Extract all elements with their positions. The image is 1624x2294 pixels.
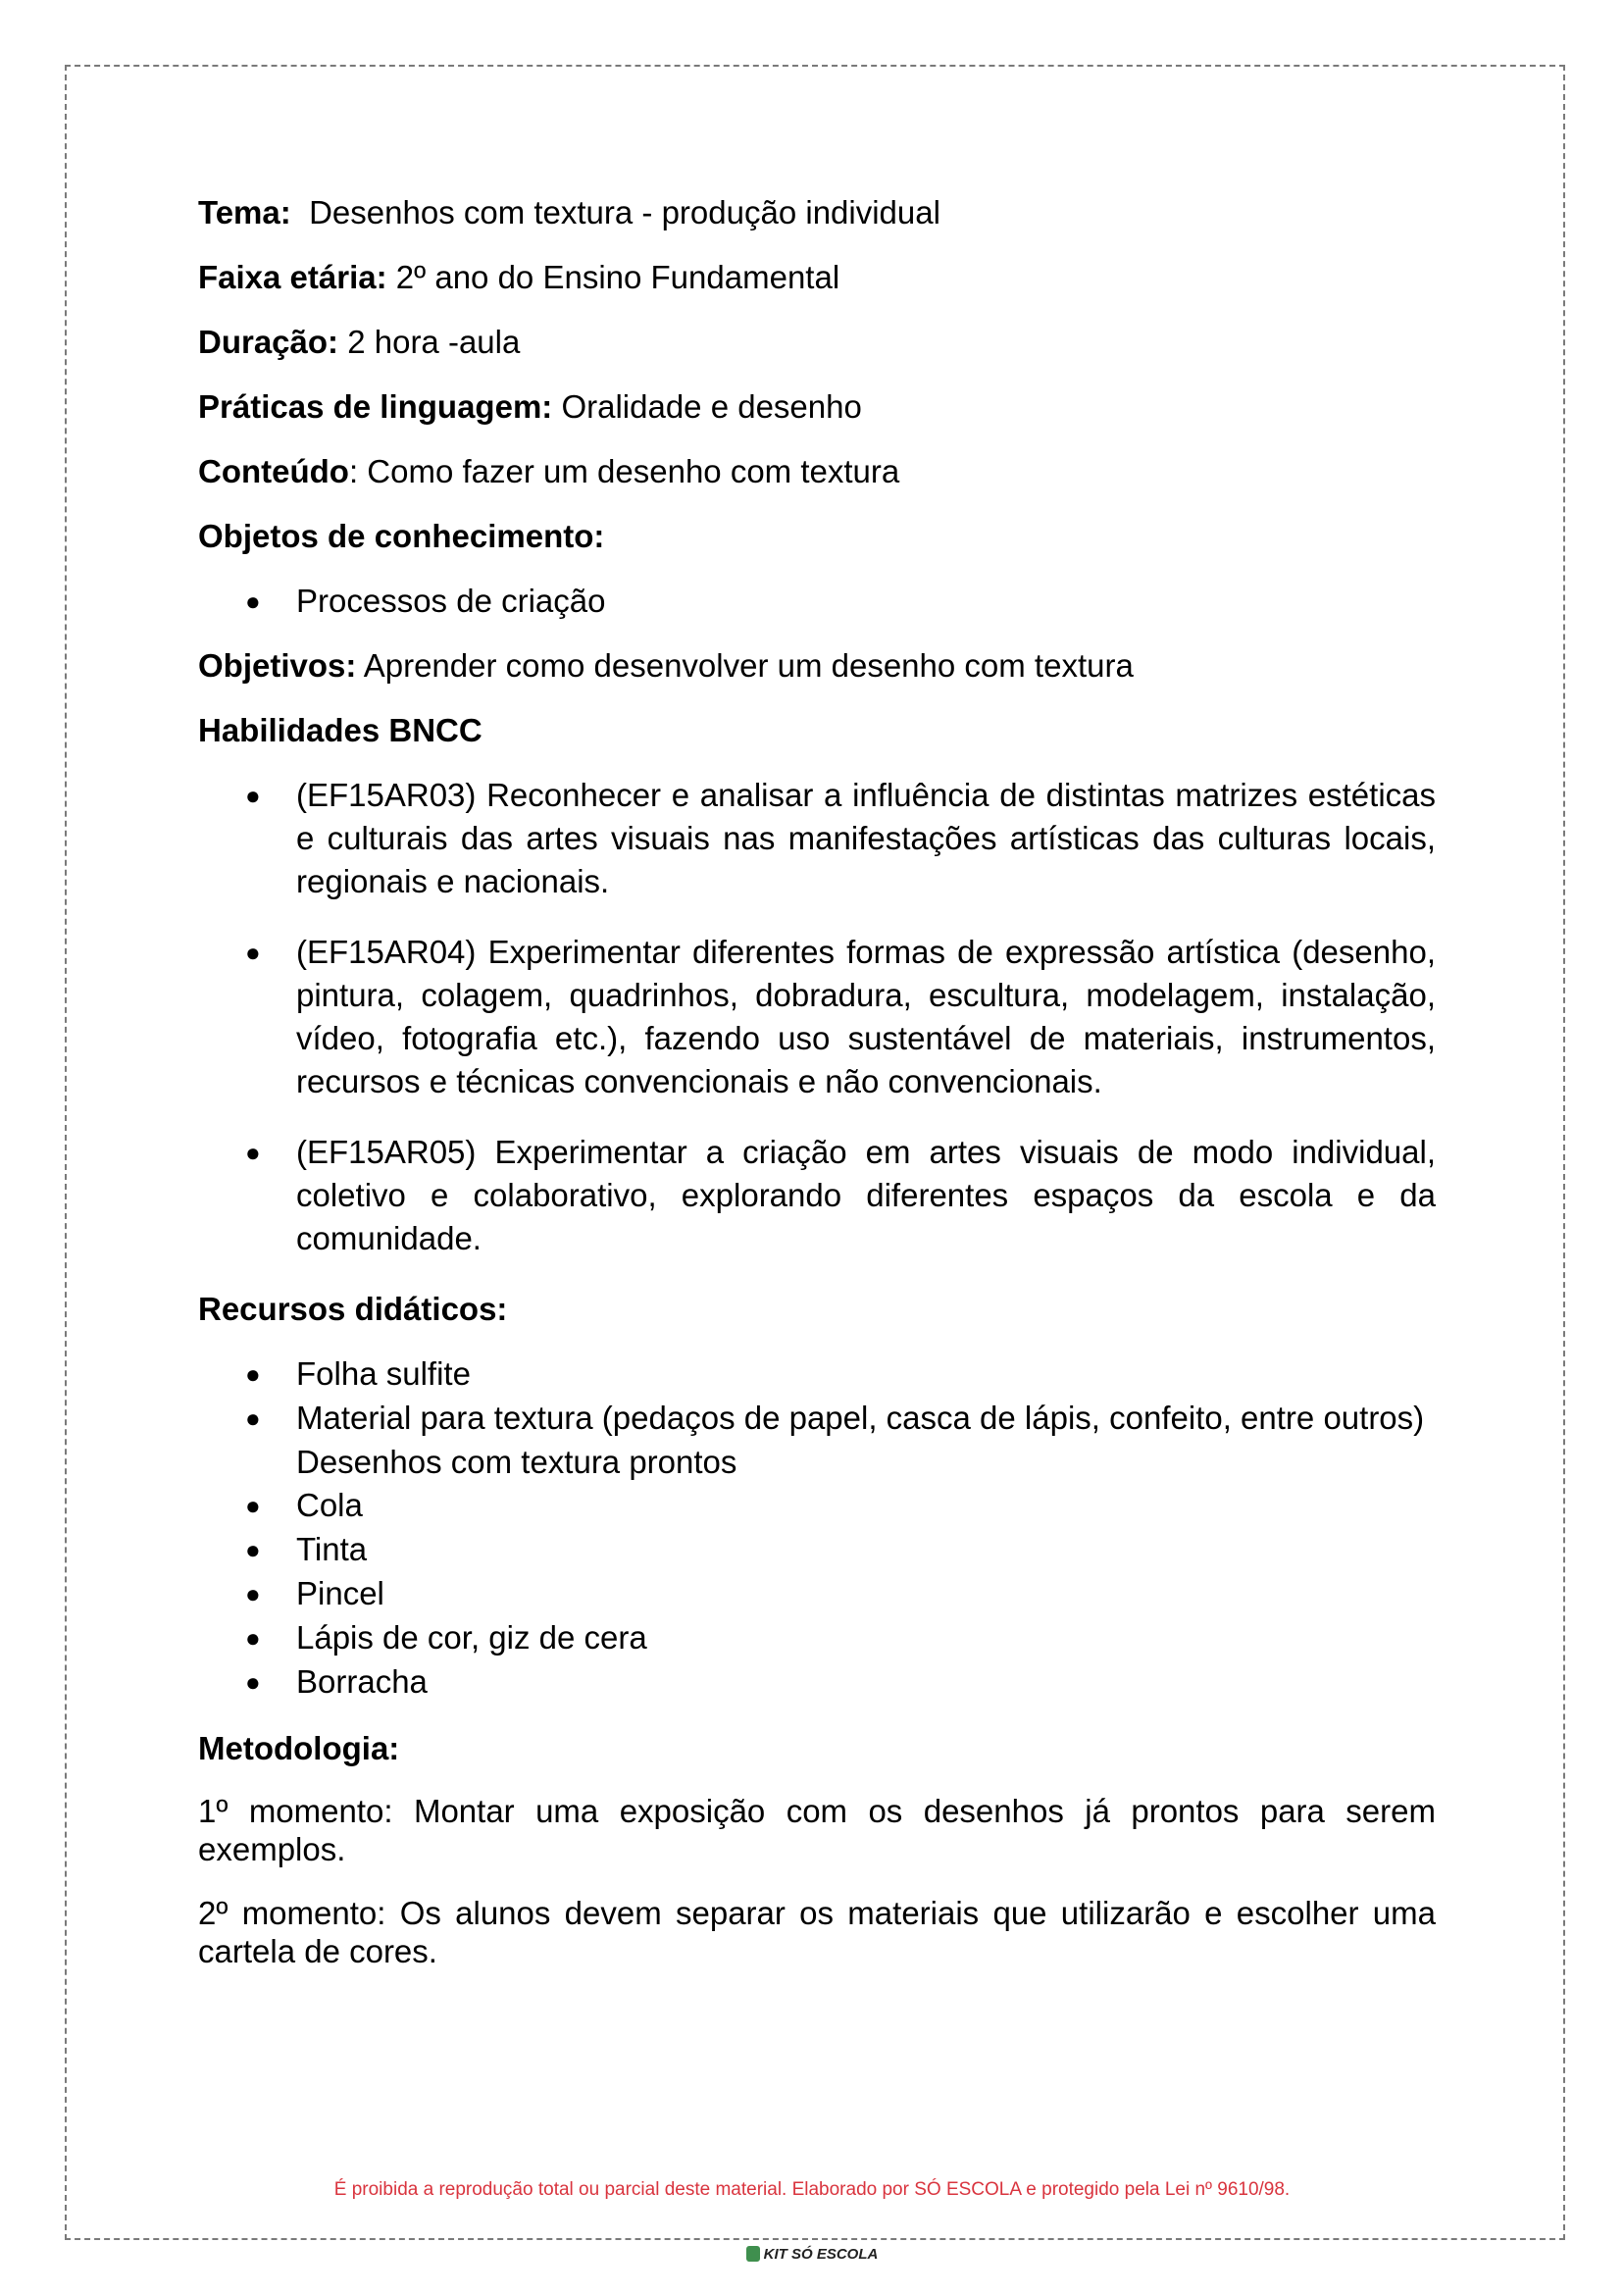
metodologia-heading: Metodologia: bbox=[198, 1730, 400, 1766]
recursos-heading: Recursos didáticos: bbox=[198, 1291, 508, 1327]
habilidades-heading: Habilidades BNCC bbox=[198, 712, 482, 748]
habilidades-list bbox=[198, 774, 1436, 1260]
list-item: ● (EF15AR04) Experimentar diferentes formas de expressão artística (desenho, pintura, colagem, quadrinhos, dobradura, escultura, modelagem, instalação, vídeo, fotografia etc.), fazendo uso sustentável de materiais, instrumentos, recursos e técnicas convencionais e não convencionais. bbox=[198, 931, 1436, 1103]
brand-logo bbox=[0, 2246, 1624, 2263]
list-item: ● Folha sulfite bbox=[198, 1352, 1436, 1396]
bullet-icon: ● bbox=[245, 1403, 261, 1433]
bullet-icon: ● bbox=[245, 781, 261, 810]
brand-name: KIT SÓ ESCOLA bbox=[763, 2246, 879, 2263]
bullet-icon: ● bbox=[245, 1579, 261, 1608]
objetos-list bbox=[198, 580, 1436, 623]
bullet-icon: ● bbox=[245, 1535, 261, 1564]
recursos-list bbox=[198, 1352, 1436, 1704]
faixa-etaria-value: 2º ano do Ensino Fundamental bbox=[395, 259, 840, 295]
list-item: ● Borracha bbox=[198, 1660, 1436, 1704]
tema-label: Tema: bbox=[198, 194, 291, 230]
bullet-icon: ● bbox=[245, 1138, 261, 1167]
conteudo-field bbox=[198, 450, 1436, 493]
list-item: ● Tinta bbox=[198, 1528, 1436, 1571]
list-item: ● (EF15AR05) Experimentar a criação em artes visuais de modo individual, coletivo e colaborativo, explorando diferentes espaços da escola e da comunidade. bbox=[198, 1131, 1436, 1260]
momento-1: 1º momento: Montar uma exposição com os desenhos já prontos para serem exemplos. bbox=[198, 1793, 1436, 1867]
list-item: ● Cola bbox=[198, 1484, 1436, 1527]
list-item: ● Lápis de cor, giz de cera bbox=[198, 1616, 1436, 1659]
bullet-icon: ● bbox=[245, 938, 261, 967]
bullet-icon: ● bbox=[245, 1359, 261, 1389]
copyright-notice: É proibida a reprodução total ou parcial deste material. Elaborado por SÓ ESCOLA e protegido pela Lei nº 9610/98. bbox=[333, 2179, 1291, 2200]
tema-value: Desenhos com textura - produção individual bbox=[309, 194, 940, 230]
objetivos-field bbox=[198, 644, 1436, 688]
duracao-field bbox=[198, 321, 1436, 364]
conteudo-label: Conteúdo bbox=[198, 453, 349, 489]
conteudo-value: : Como fazer um desenho com textura bbox=[348, 453, 900, 489]
tema-field bbox=[198, 191, 1436, 234]
list-item: ● Processos de criação bbox=[198, 580, 1436, 623]
list-continuation: Desenhos com textura prontos bbox=[296, 1444, 737, 1480]
school-logo-icon bbox=[746, 2246, 760, 2262]
objetivos-value: Aprender como desenvolver um desenho com textura bbox=[363, 647, 1134, 684]
duracao-value: 2 hora -aula bbox=[347, 324, 521, 360]
bullet-icon: ● bbox=[245, 586, 261, 616]
list-item: ● Pincel bbox=[198, 1572, 1436, 1615]
lesson-plan bbox=[198, 191, 1436, 1996]
bullet-icon: ● bbox=[245, 1623, 261, 1653]
momento-2: 2º momento: Os alunos devem separar os materiais que utilizarão e escolher uma cartela de cores. bbox=[198, 1895, 1436, 1969]
list-item: ● Material para textura (pedaços de papel, casca de lápis, confeito, entre outros) bbox=[198, 1397, 1436, 1440]
faixa-etaria-label: Faixa etária: bbox=[198, 259, 387, 295]
praticas-value: Oralidade e desenho bbox=[561, 388, 862, 425]
praticas-label: Práticas de linguagem: bbox=[198, 388, 553, 425]
praticas-field bbox=[198, 385, 1436, 429]
bullet-icon: ● bbox=[245, 1667, 261, 1697]
faixa-etaria-field bbox=[198, 256, 1436, 299]
bullet-icon: ● bbox=[245, 1491, 261, 1520]
objetivos-label: Objetivos: bbox=[198, 647, 357, 684]
objetos-heading: Objetos de conhecimento: bbox=[198, 518, 605, 554]
list-item: ● (EF15AR03) Reconhecer e analisar a influência de distintas matrizes estéticas e culturais das artes visuais nas manifestações artísticas das culturas locais, regionais e nacionais. bbox=[198, 774, 1436, 903]
duracao-label: Duração: bbox=[198, 324, 339, 360]
